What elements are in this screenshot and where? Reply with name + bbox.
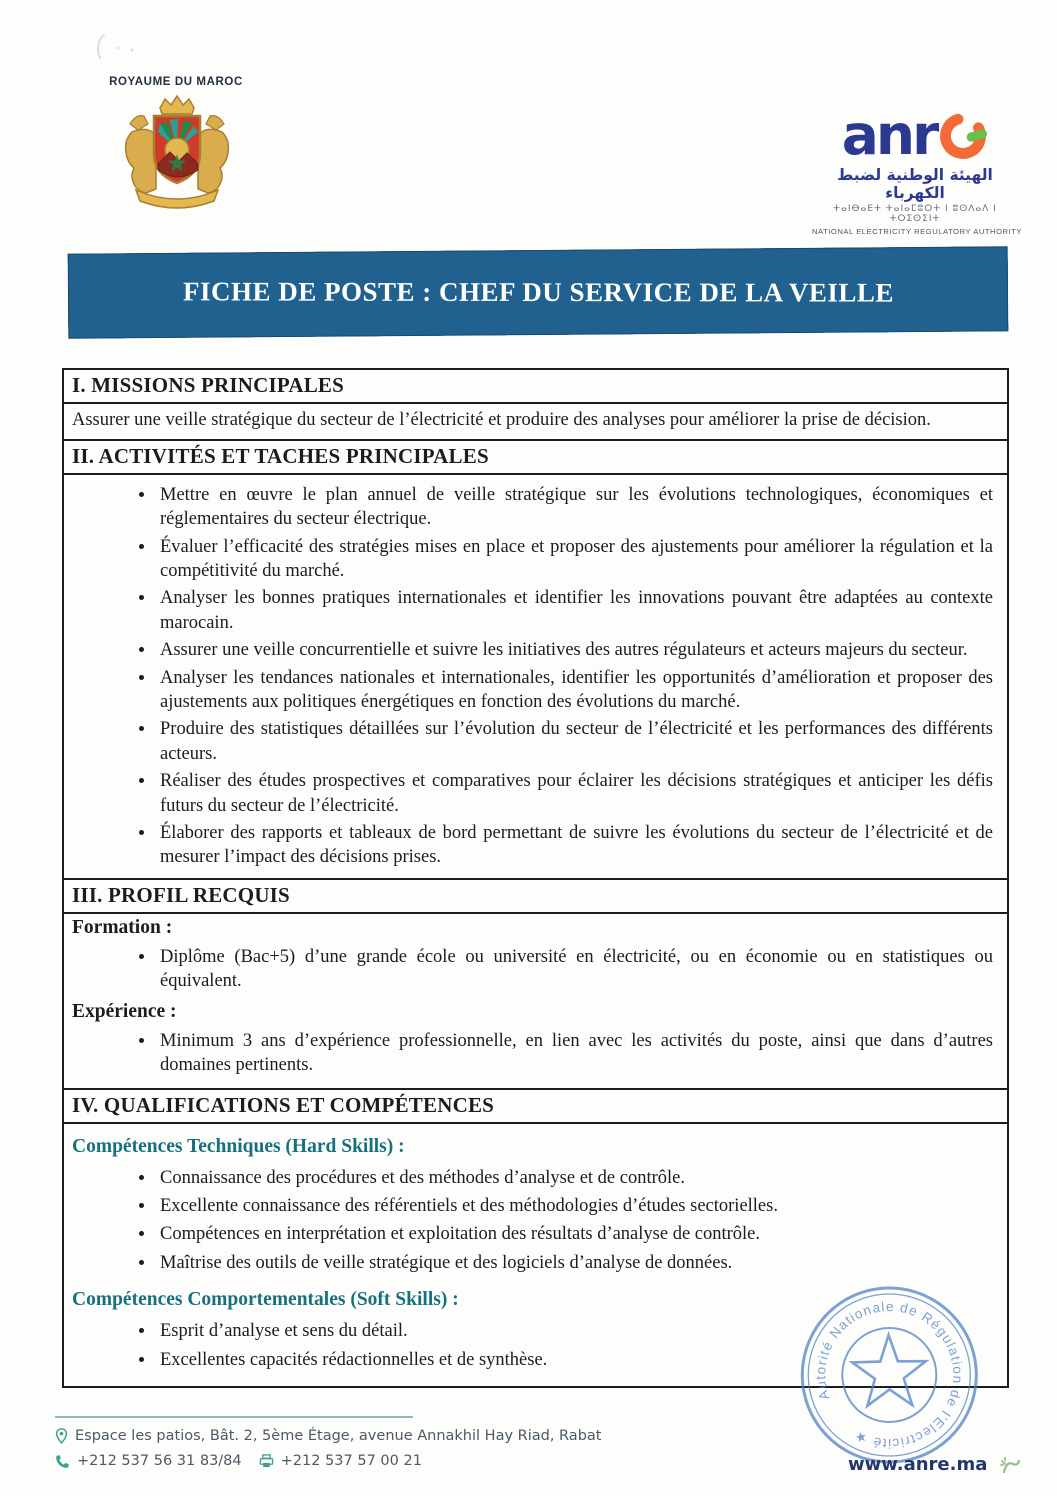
footer-contact-line	[55, 1453, 422, 1469]
activities-list-row	[64, 483, 1007, 880]
list-item: • Analyser les bonnes pratiques internationales et identifier les innovations pouvant être adaptées au contexte marocain.	[156, 586, 993, 635]
job-description-table	[62, 368, 1009, 1388]
list-item: • Minimum 3 ans d’expérience professionnelle, en lien avec les activités du poste, ainsi que dans d’autres domaines pertinents.	[156, 1029, 993, 1078]
soft-skills-heading: Compétences Comportementales (Soft Skills) :	[72, 1289, 459, 1311]
anre-logotype: anr	[841, 102, 937, 167]
list-item: • Maîtrise des outils de veille stratégique et des logiciels d’analyse de données.	[156, 1251, 993, 1275]
anre-tifinagh-name: ⵜⴰⵏⴱⴰⴹⵜ ⵜⴰⵏⴰⵎⵓⵔⵜ ⵏ ⵓⵙⴷⴰⴷ ⵏ ⵜⵔⵉⵙⵉⵏⵜ	[833, 204, 997, 224]
phone-icon	[55, 1454, 70, 1469]
footer-divider	[55, 1416, 413, 1418]
list-item: • Élaborer des rapports et tableaux de bord permettant de suivre les évolutions du secteur de l’électricité et de mesurer l’impact des décisions prises.	[156, 821, 993, 870]
footer-fax: +212 537 57 00 21	[280, 1453, 422, 1469]
list-item: • Réaliser des études prospectives et comparatives pour éclairer les décisions stratégiques et anticiper les défis futurs du secteur de l’électricité.	[156, 769, 993, 818]
section-heading-activities: II. ACTIVITÉS ET TACHES PRINCIPALES	[64, 441, 1007, 475]
hard-skills-list	[64, 1166, 1007, 1276]
experience-list	[64, 1029, 1007, 1078]
anre-logo	[812, 102, 1023, 236]
footer-address: Espace les patios, Bât. 2, 5ème Étage, avenue Annakhil Hay Riad, Rabat	[75, 1428, 602, 1444]
list-item: • Analyser les tendances nationales et internationales, identifier les opportunités d’amélioration et proposer des ajustements aux politiques énergétiques en fonction des évolutions du marché.	[156, 666, 993, 715]
list-item: • Produire des statistiques détaillées sur l’évolution du secteur de l’électricité et les performances des différents acteurs.	[156, 717, 993, 766]
title-banner	[68, 246, 1009, 338]
list-item: • Mettre en œuvre le plan annuel de veille stratégique sur les évolutions technologiques, économiques et réglementaires du secteur électrique.	[156, 483, 993, 532]
location-pin-icon	[55, 1428, 68, 1444]
kingdom-label: ROYAUME DU MAROC	[109, 76, 243, 88]
section-heading-missions: I. MISSIONS PRINCIPALES	[64, 370, 1007, 404]
section-heading-qualifications: IV. QUALIFICATIONS ET COMPÉTENCES	[64, 1090, 1007, 1124]
list-item: • Compétences en interprétation et exploitation des résultats d’analyse de contrôle.	[156, 1222, 993, 1246]
list-item: • Excellente connaissance des référentiels et des méthodologies d’études sectorielles.	[156, 1194, 993, 1218]
official-stamp	[786, 1272, 992, 1482]
list-item: • Évaluer l’efficacité des stratégies mises en place et proposer des ajustements pour améliorer la régulation et la compétitivité du marché.	[156, 535, 993, 584]
list-item: • Diplôme (Bac+5) d’une grande école ou université en électricité, ou en économie ou en statistiques ou équivalent.	[156, 945, 993, 994]
list-item: • Esprit d’analyse et sens du détail.	[156, 1319, 993, 1343]
footer-website: www.anre.ma	[848, 1453, 988, 1475]
activities-list	[64, 483, 1007, 870]
click-cursor-icon	[997, 1452, 1023, 1476]
footer-phone: +212 537 56 31 83/84	[77, 1453, 242, 1469]
missions-body: Assurer une veille stratégique du secteur de l’électricité et produire des analyses pour améliorer la prise de décision.	[64, 404, 1007, 441]
list-item: • Connaissance des procédures et des méthodes d’analyse et de contrôle.	[156, 1166, 993, 1190]
formation-list	[64, 945, 1007, 994]
experience-label: Expérience :	[72, 1000, 177, 1022]
footer-address-line	[55, 1428, 601, 1444]
anre-english-name: NATIONAL ELECTRICITY REGULATORY AUTHORITY	[812, 227, 1023, 236]
hard-skills-heading: Compétences Techniques (Hard Skills) :	[72, 1135, 405, 1157]
stamp-text: Autorité Nationale de Régulation de l’Electricité ★	[813, 1298, 966, 1452]
handwritten-mark	[92, 32, 144, 67]
list-item: • Excellentes capacités rédactionnelles et de synthèse.	[156, 1348, 993, 1372]
formation-label: Formation :	[72, 916, 173, 938]
svg-text:Autorité Nationale de Régulati	[791, 1277, 988, 1474]
anre-logo-e-icon	[938, 111, 988, 166]
fax-printer-icon	[259, 1454, 274, 1468]
list-item: • Assurer une veille concurrentielle et suivre les initiatives des autres régulateurs et acteurs majeurs du secteur.	[156, 638, 993, 662]
page-title: FICHE DE POSTE : CHEF DU SERVICE DE LA VEILLE	[182, 276, 894, 308]
morocco-coat-of-arms	[118, 94, 236, 217]
anre-arabic-name: الهيئة الوطنية لضبط الكهرباء	[837, 166, 993, 202]
section-heading-profile: III. PROFIL RECQUIS	[64, 880, 1007, 914]
profile-row	[64, 914, 1007, 1090]
footer-website-line	[848, 1452, 1023, 1476]
